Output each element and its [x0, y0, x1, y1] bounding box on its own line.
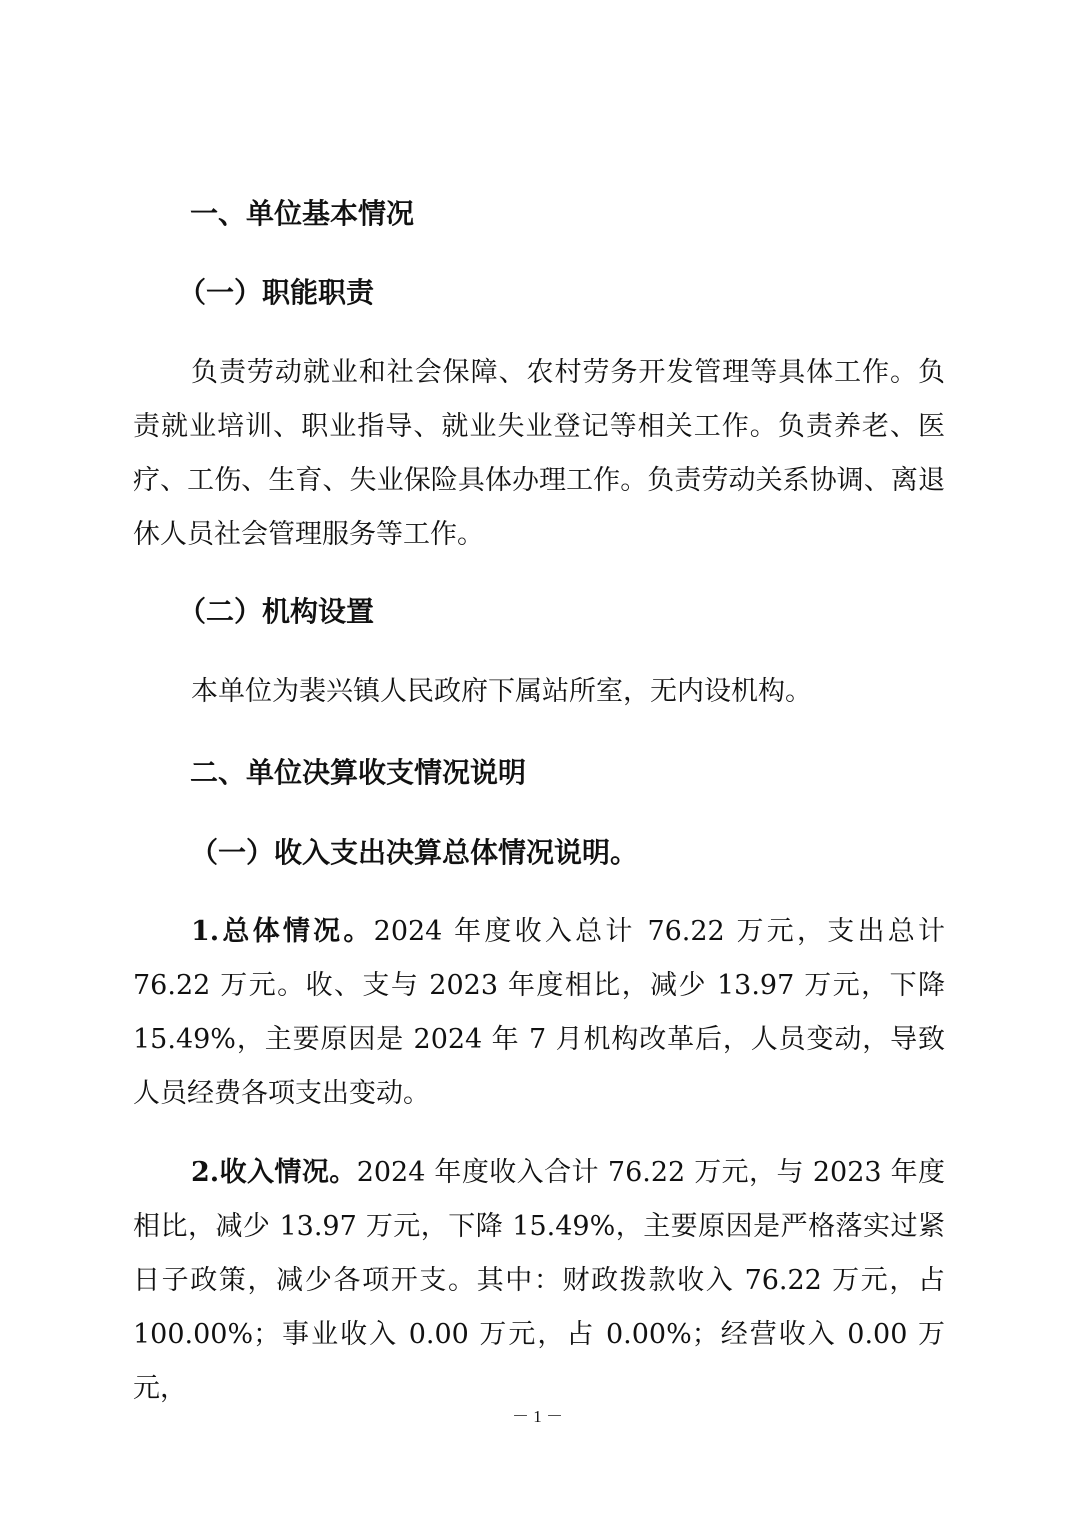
subsection-heading-overview: （一）收入支出决算总体情况说明。: [190, 836, 639, 869]
section-heading-2: 二、单位决算收支情况说明: [190, 756, 527, 789]
page-number: － 1 －: [512, 1407, 563, 1426]
section-heading-1: 一、单位基本情况: [190, 197, 415, 230]
overall-situation-text: 2024 年度收入总计 76.22 万元，支出总计 76.22 万元。收、支与 2023 年度相比，减少 13.97 万元，下降 15.49%，主要原因是 2024 年 7 月机构改革后，人员变动，导致人员经费各项支出变动。: [133, 916, 946, 1109]
subsection-heading-organization: （二）机构设置: [178, 595, 375, 628]
overall-situation-lead: 1.总体情况。: [191, 916, 374, 947]
organization-paragraph: 本单位为裴兴镇人民政府下属站所室，无内设机构。: [191, 676, 812, 707]
income-situation-lead: 2.收入情况。: [191, 1157, 357, 1188]
functions-paragraph: 负责劳动就业和社会保障、农村劳务开发管理等具体工作。负责就业培训、职业指导、就业失业登记等相关工作。负责养老、医疗、工伤、生育、失业保险具体办理工作。负责劳动关系协调、离退休人员社会管理服务等工作。: [133, 357, 945, 550]
subsection-heading-functions: （一）职能职责: [178, 276, 375, 309]
income-situation-text: 2024 年度收入合计 76.22 万元，与 2023 年度相比，减少 13.97 万元，下降 15.49%，主要原因是严格落实过紧日子政策，减少各项开支。其中：财政拨款收入 76.22 万元，占 100.00%；事业收入 0.00 万元，占 0.00%；经营收入 0.00 万元，: [133, 1157, 946, 1404]
income-situation-paragraph: [133, 1146, 945, 1416]
overall-situation-paragraph: [133, 905, 945, 1121]
